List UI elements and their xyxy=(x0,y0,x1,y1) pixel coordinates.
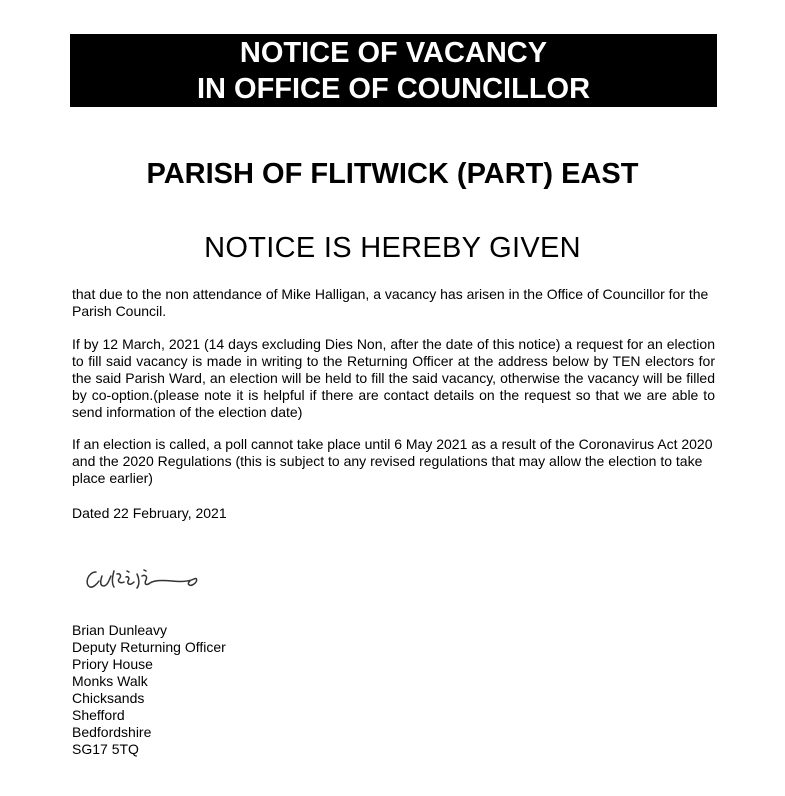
election-request-paragraph: If by 12 March, 2021 (14 days excluding Dies Non, after the date of this notice) a request for an election to fill said vacancy is made in writing to the Returning Officer at the address below by TEN electors for the said Parish Ward, an election will be held to fill the said vacancy, otherwise the vacancy will be filled by co-option.(please note it is helpful if there are contact details on the request so that we are able to send information of the election date) xyxy=(72,336,715,420)
parish-heading: PARISH OF FLITWICK (PART) EAST xyxy=(146,158,639,190)
address-county: Bedfordshire xyxy=(72,724,152,740)
notice-title-banner xyxy=(70,34,717,107)
address-line-3: Chicksands xyxy=(72,690,145,706)
vacancy-paragraph: that due to the non attendance of Mike Halligan, a vacancy has arisen in the Office of Councillor for the Parish Council. xyxy=(72,286,709,319)
address-line-1: Priory House xyxy=(72,656,153,672)
notice-given-heading: NOTICE IS HEREBY GIVEN xyxy=(204,232,581,264)
officer-name: Brian Dunleavy xyxy=(72,622,167,638)
officer-role: Deputy Returning Officer xyxy=(72,639,226,655)
address-line-4: Shefford xyxy=(72,707,125,723)
notice-title-line-1: NOTICE OF VACANCY xyxy=(239,37,548,69)
address-line-2: Monks Walk xyxy=(72,673,148,689)
handwritten-signature-icon xyxy=(82,562,212,598)
notice-title-line-2: IN OFFICE OF COUNCILLOR xyxy=(196,73,591,105)
address-postcode: SG17 5TQ xyxy=(72,741,139,757)
returning-officer-address xyxy=(72,622,226,758)
coronavirus-paragraph: If an election is called, a poll cannot take place until 6 May 2021 as a result of the Coronavirus Act 2020 and the 2020 Regulations (this is subject to any revised regulations that may allow the election to take place earlier) xyxy=(72,436,713,486)
dated-line: Dated 22 February, 2021 xyxy=(72,505,227,521)
